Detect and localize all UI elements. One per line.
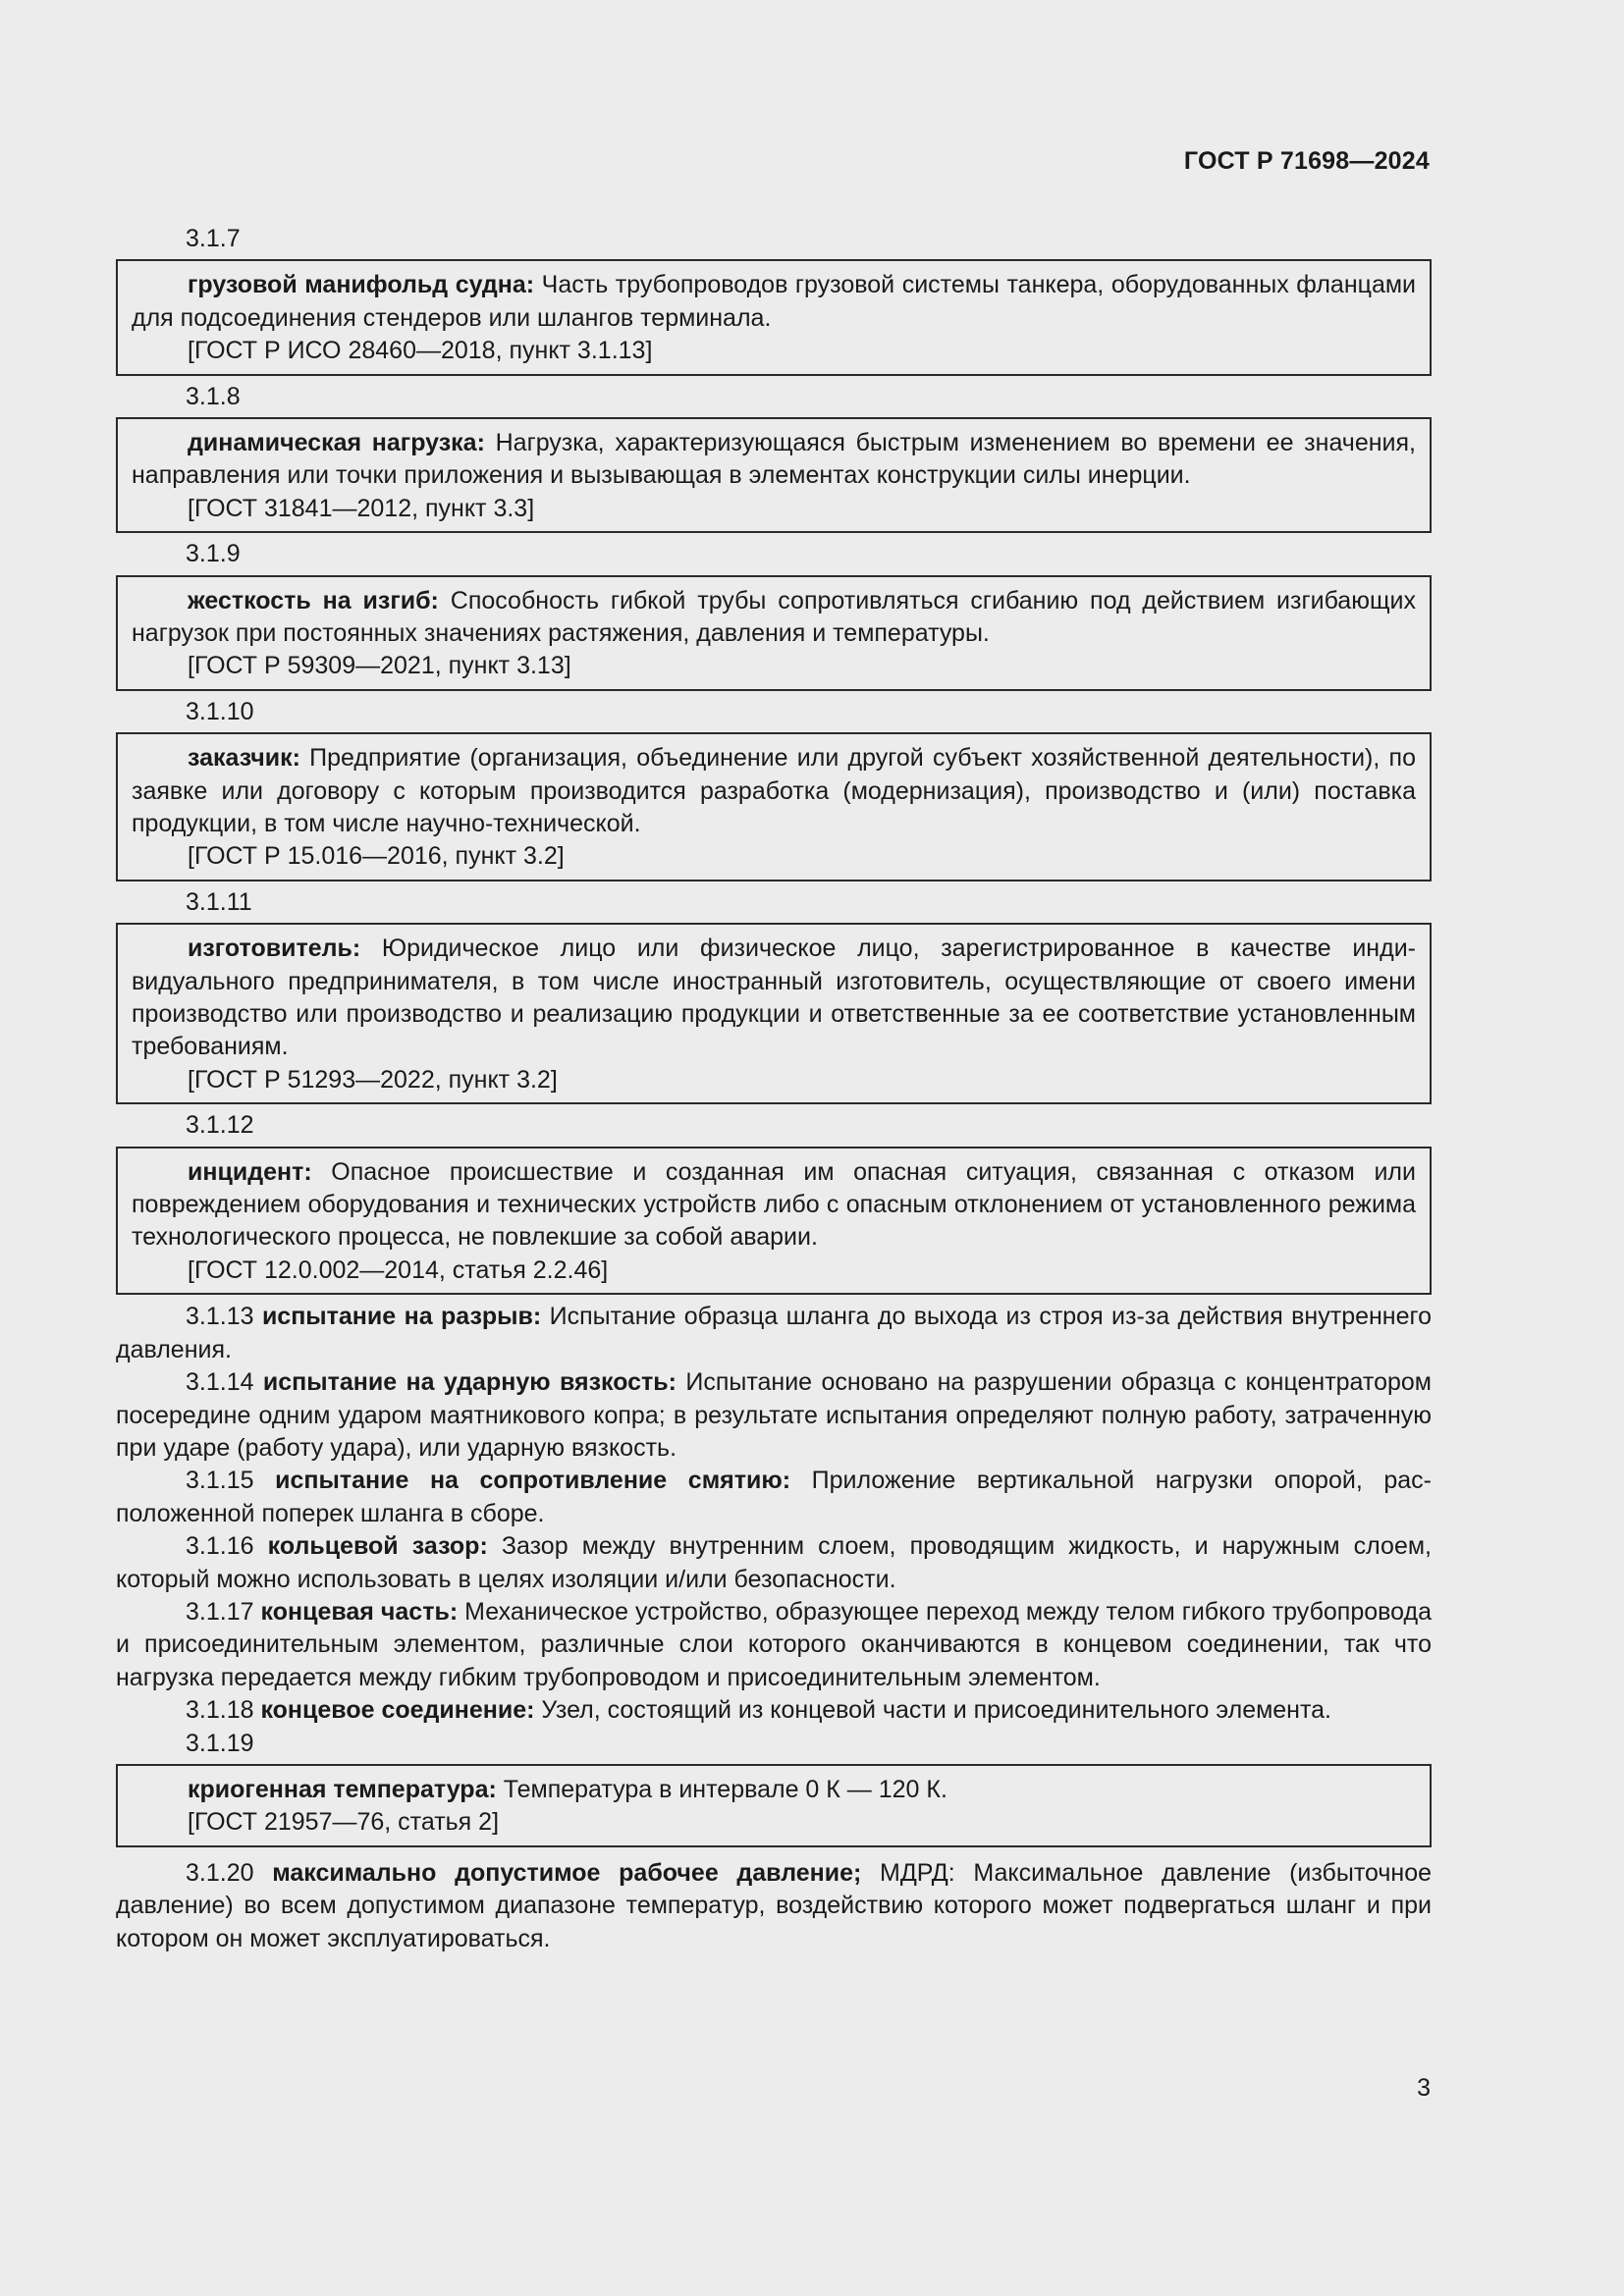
clause-number: 3.1.12 bbox=[186, 1111, 254, 1140]
clause-number: 3.1.11 bbox=[186, 887, 252, 916]
definition-body: Приложение вертикальной нагрузки опорой, расположенной поперек шланга в сборе. bbox=[116, 1467, 1432, 1527]
definition-paragraph bbox=[116, 1366, 1432, 1465]
clause-number: 3.1.8 bbox=[186, 382, 241, 410]
definition-body: Опасное происшествие и созданная им опасная ситуация, связанная с отказом или повреждением оборудования и технических устройств либо с опасным отклонением от установленного режима технологического процесса, не повлекшие за собой аварии. bbox=[132, 1157, 1416, 1252]
clause-number: 3.1.10 bbox=[186, 697, 254, 725]
clause-number: 3.1.7 bbox=[186, 225, 241, 252]
term: испытание на разрыв: bbox=[261, 1303, 542, 1331]
term: заказчик: bbox=[188, 744, 300, 773]
definition-box bbox=[116, 923, 1432, 1104]
definition-text bbox=[132, 427, 1416, 493]
definition-paragraph bbox=[116, 1857, 1432, 1955]
clause-number: 3.1.17 bbox=[186, 1597, 254, 1626]
term: концевая часть: bbox=[260, 1597, 459, 1626]
definition-body: Часть трубопроводов грузовой системы танкера, оборудованных фланцами для подсоединения стендеров или шлангов терминала. bbox=[132, 271, 1416, 332]
definition-paragraph bbox=[116, 1694, 1432, 1727]
definition-body: Механическое устройство, образующее переход между телом гибкого трубопровода и присоединительным элементом, различные слои которого оканчиваются в концевом соединении, так что нагрузка передается между гибким трубопроводом и присоединительным элементом. bbox=[116, 1597, 1432, 1691]
term: грузовой манифольд судна: bbox=[188, 271, 535, 299]
definition-box bbox=[116, 575, 1432, 691]
definition-text bbox=[132, 269, 1416, 335]
clause-number: 3.1.20 bbox=[186, 1858, 254, 1887]
definition-body: Предприятие (организация, объединение или другой субъект хозяйственной деятельности), по заявке или договору с которым производится разработка (модернизация), производство и (или) поставка продукции, в том числе научно-технической. bbox=[132, 744, 1416, 838]
definition-box bbox=[116, 1147, 1432, 1296]
term: кольцевой зазор: bbox=[267, 1532, 488, 1561]
term: испытание на ударную вязкость: bbox=[262, 1368, 677, 1397]
clause-number: 3.1.15 bbox=[186, 1467, 254, 1495]
definition-text bbox=[132, 585, 1416, 651]
definition-paragraph bbox=[116, 1596, 1432, 1694]
definition-body: Испытание основано на разрушении образца с концентратором посередине одним ударом маятникового копра; в результате испытания определяют полную работу, затраченную при ударе (работу удара), или ударную вязкость. bbox=[116, 1368, 1432, 1462]
definition-body: Узел, состоящий из концевой части и присоединительного элемента. bbox=[534, 1696, 1332, 1725]
term: жесткость на изгиб: bbox=[188, 586, 439, 614]
definition-body: Способность гибкой трубы сопротивляться сгибанию под действием изгибающих нагрузок при постоянных значениях растяжения, давления и температуры. bbox=[132, 586, 1416, 648]
definition-body: МДРД: Максимальное давление (избыточное давление) во всем допустимом диапазоне температур, воздействию которого может подвергаться шланг и при котором он может эксплуатироваться. bbox=[116, 1858, 1433, 1952]
clause-number: 3.1.18 bbox=[186, 1696, 254, 1725]
term: концевое соединение: bbox=[260, 1696, 535, 1725]
source-reference: [ГОСТ 12.0.002—2014, статья 2.2.46] bbox=[188, 1255, 609, 1284]
definition-box bbox=[116, 417, 1432, 533]
source-reference: [ГОСТ Р 51293—2022, пункт 3.2] bbox=[188, 1065, 558, 1094]
clause-number: 3.1.9 bbox=[186, 540, 241, 568]
clause-number: 3.1.19 bbox=[186, 1729, 254, 1757]
definition-body: Зазор между внутренним слоем, проводящим жидкость, и наружным слоем, который можно использовать в целях изоляции и/или безопасности. bbox=[116, 1532, 1432, 1593]
definition-paragraph bbox=[116, 1465, 1432, 1530]
term: инцидент: bbox=[188, 1157, 312, 1186]
source-reference: [ГОСТ Р ИСО 28460—2018, пункт 3.1.13] bbox=[188, 337, 653, 365]
plain-definitions bbox=[116, 1857, 1432, 1955]
plain-definitions bbox=[116, 1301, 1432, 1727]
clause-number: 3.1.14 bbox=[186, 1368, 254, 1397]
source-reference: [ГОСТ 31841—2012, пункт 3.3] bbox=[188, 494, 535, 522]
definition-body: Юридическое лицо или физическое лицо, зарегистрированное в качестве индивидуального предпринимателя, в том числе иностранный изготовитель, осуществляющие от своего имени производство или производство и реализацию продукции и ответственные за ее соответствие установленным требованиям. bbox=[132, 934, 1416, 1061]
definition-body: Нагрузка, характеризующаяся быстрым изменением во времени ее значения, направления или точки приложения и вызывающая в элементах конструкции силы инерции. bbox=[132, 429, 1416, 490]
definition-body: Испытание образца шланга до выхода из строя из-за действия внутреннего давления. bbox=[116, 1303, 1432, 1363]
term: криогенная температура: bbox=[188, 1775, 497, 1803]
definition-text bbox=[132, 1774, 1416, 1806]
definition-box bbox=[116, 1764, 1432, 1847]
definition-text bbox=[132, 742, 1416, 840]
definition-box bbox=[116, 732, 1432, 881]
definition-body: Температура в интервале 0 К — 120 К. bbox=[496, 1775, 947, 1803]
page-number: 3 bbox=[1417, 2074, 1431, 2102]
definition-paragraph bbox=[116, 1530, 1432, 1596]
definition-text bbox=[132, 933, 1416, 1064]
definition-text bbox=[132, 1156, 1416, 1255]
clause-number: 3.1.16 bbox=[186, 1532, 254, 1561]
term: испытание на сопротивление смятию: bbox=[275, 1467, 791, 1495]
source-reference: [ГОСТ 21957—76, статья 2] bbox=[188, 1808, 500, 1837]
clause-number: 3.1.13 bbox=[186, 1303, 254, 1331]
definition-paragraph bbox=[116, 1301, 1432, 1366]
source-reference: [ГОСТ Р 59309—2021, пункт 3.13] bbox=[188, 652, 571, 680]
term: динамическая нагрузка: bbox=[188, 429, 485, 456]
source-reference: [ГОСТ Р 15.016—2016, пункт 3.2] bbox=[188, 842, 565, 871]
term: максимально допустимое рабочее давление; bbox=[272, 1858, 862, 1887]
term: изготовитель: bbox=[188, 934, 361, 963]
definitions-section bbox=[116, 223, 1432, 1955]
definition-box bbox=[116, 259, 1432, 375]
document-id-header: ГОСТ Р 71698—2024 bbox=[1183, 147, 1430, 175]
